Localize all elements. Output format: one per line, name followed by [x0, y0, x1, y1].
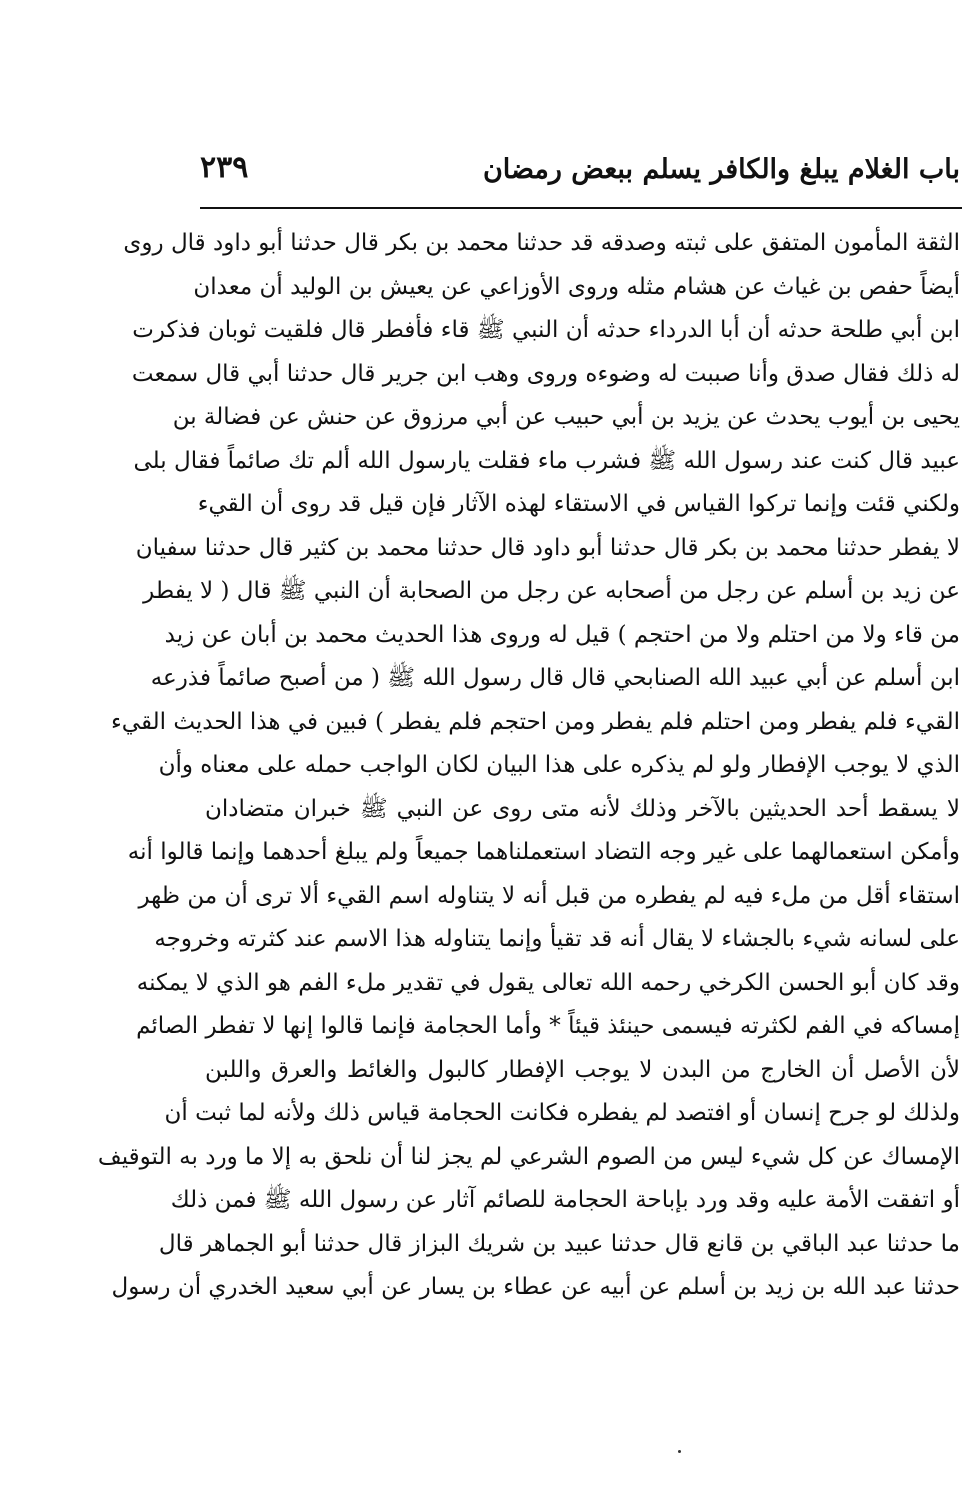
- text-line: القيء فلم يفطر ومن احتلم فلم يفطر ومن احتجم فلم يفطر ) فبين في هذا الحديث القيء: [110, 708, 960, 735]
- text-line: ما حدثنا عبد الباقي بن قانع قال حدثنا عبيد بن شريك البزاز قال حدثنا أبو الجماهر قال: [158, 1230, 960, 1257]
- header-rule: [200, 207, 962, 209]
- text-line: يحيى بن أيوب يحدث عن يزيد بن أبي حبيب عن أبي مرزوق عن حنش عن فضالة بن: [172, 404, 960, 430]
- text-line: ولذلك لو جرح إنسان أو افتصد لم يفطره فكانت الحجامة قياس ذلك ولأنه لما ثبت أن: [164, 1100, 960, 1126]
- running-title: باب الغلام يبلغ والكافر يسلم ببعض رمضان: [482, 154, 960, 185]
- text-line: أو اتفقت الأمة عليه وقد ورد بإباحة الحجامة للصائم آثار عن رسول الله ﷺ فمن ذلك: [170, 1187, 960, 1213]
- page-number: ٢٣٩: [200, 150, 249, 185]
- body-text: [97, 222, 960, 1310]
- text-line: ابن أسلم عن أبي عبيد الله الصنابحي قال قال رسول الله ﷺ ( من أصبح صائماً فذرعه: [150, 665, 960, 691]
- text-line: الإمساك عن كل شيء ليس من الصوم الشرعي لم يجز لنا أن نلحق به إلا ما ورد به التوقيف: [97, 1143, 960, 1170]
- text-line: له ذلك فقال صدق وأنا صببت له وضوءه وروى وهب ابن جرير قال حدثنا أبي قال سمعت: [131, 360, 960, 387]
- text-line: وأمكن استعمالهما على غير وجه التضاد استعملناهما جميعاً ولم يبلغ أحدهما وإنما قالوا أنه: [127, 839, 960, 865]
- text-line: لأن الأصل أن الخارج من البدن لا يوجب الإفطار كالبول والغائط والعرق واللبن: [205, 1056, 960, 1083]
- text-line: ولكني قئت وإنما تركوا القياس في الاستقاء لهذه الآثار فإن قيل قد روى أن القيء: [197, 491, 960, 517]
- page-header: [200, 150, 960, 200]
- text-line: إمساكه في الفم لكثرته فيسمى حينئذ قيئاً * وأما الحجامة فإنما قالوا إنها لا تفطر الصائم: [136, 1013, 960, 1039]
- text-line: وقد كان أبو الحسن الكرخي رحمه الله تعالى يقول في تقدير ملء الفم هو الذي لا يمكنه: [136, 969, 960, 996]
- text-line: عبيد قال كنت عند رسول الله ﷺ فشرب ماء فقلت يارسول الله ألم تك صائماً فقال بلى: [133, 447, 960, 474]
- text-line: حدثنا عبد الله بن زيد بن أسلم عن أبيه عن عطاء بن يسار عن أبي سعيد الخدري أن رسول: [111, 1274, 960, 1300]
- text-line: استقاء أقل من ملء فيه لم يفطره من قبل أنه لا يتناوله اسم القيء ألا ترى أن من ظهر: [138, 882, 960, 909]
- text-line: عن زيد بن أسلم عن رجل من أصحابه عن رجل من الصحابة أن النبي ﷺ قال ( لا يفطر: [143, 578, 960, 604]
- text-line: من قاء ولا من احتلم ولا من احتجم ) قيل له وروى هذا الحديث محمد بن أبان عن زيد: [164, 621, 960, 648]
- scan-speck: [678, 1450, 681, 1453]
- text-line: على لسانه شيء بالجشاء لا يقال أنه قد تقيأ وإنما يتناوله هذا الاسم عند كثرته وخروجه: [154, 926, 960, 952]
- text-line: أيضاً حفص بن غياث عن هشام مثله وروى الأوزاعي عن يعيش بن الوليد أن معدان: [193, 273, 960, 300]
- text-line: لا يفطر حدثنا محمد بن بكر قال حدثنا أبو داود قال حدثنا محمد بن كثير قال حدثنا سفيان: [135, 534, 960, 561]
- text-line: لا يسقط أحد الحديثين بالآخر وذلك لأنه متى روى عن النبي ﷺ خبران متضادان: [205, 795, 960, 822]
- text-line: الثقة المأمون المتفق على ثبته وصدقه قد حدثنا محمد بن بكر قال حدثنا أبو داود قال روى: [123, 230, 960, 256]
- text-line: الذي لا يوجب الإفطار ولو لم يذكره على هذا البيان لكان الواجب حمله على معناه وأن: [158, 752, 960, 778]
- text-line: ابن أبي طلحة حدثه أن أبا الدرداء حدثه أن النبي ﷺ قاء فأفطر قال فلقيت ثوبان فذكرت: [132, 317, 960, 343]
